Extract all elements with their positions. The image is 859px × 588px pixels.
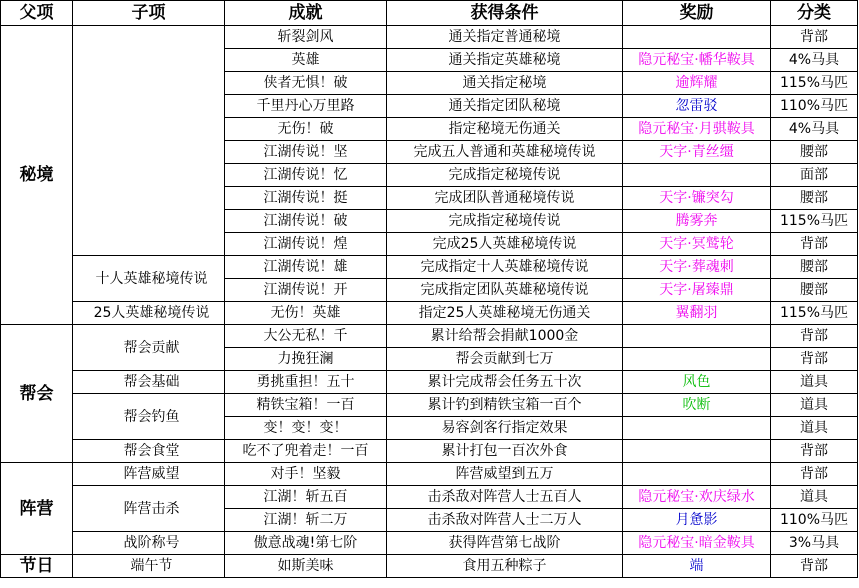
achievement-cell: 江湖！斩二万 bbox=[225, 509, 387, 532]
category-cell: 腰部 bbox=[771, 141, 858, 164]
achievement-cell: 斩裂剑风 bbox=[225, 26, 387, 49]
condition-cell: 阵营威望到五万 bbox=[387, 463, 623, 486]
achievement-cell: 大公无私！千 bbox=[225, 325, 387, 348]
achievement-cell: 勇挑重担！五十 bbox=[225, 371, 387, 394]
parent-cell: 阵营 bbox=[1, 463, 73, 555]
reward-cell: 逾辉耀 bbox=[623, 72, 771, 95]
table-row bbox=[1, 371, 858, 394]
category-cell: 4%马具 bbox=[771, 49, 858, 72]
condition-cell: 完成指定秘境传说 bbox=[387, 210, 623, 233]
condition-cell: 通关指定团队秘境 bbox=[387, 95, 623, 118]
condition-cell: 累计完成帮会任务五十次 bbox=[387, 371, 623, 394]
condition-cell: 完成指定团队英雄秘境传说 bbox=[387, 279, 623, 302]
subitem-cell bbox=[73, 26, 225, 256]
category-cell: 115%马匹 bbox=[771, 302, 858, 325]
achievement-cell: 如斯美味 bbox=[225, 555, 387, 578]
achievement-cell: 江湖传说！煌 bbox=[225, 233, 387, 256]
reward-cell: 吹断 bbox=[623, 394, 771, 417]
table-row bbox=[1, 532, 858, 555]
header-parent: 父项 bbox=[1, 1, 73, 26]
header-subitem: 子项 bbox=[73, 1, 225, 26]
reward-cell bbox=[623, 440, 771, 463]
reward-cell: 隐元秘宝·暗金鞍具 bbox=[623, 532, 771, 555]
achievement-cell: 变！变！变！ bbox=[225, 417, 387, 440]
condition-cell: 通关指定英雄秘境 bbox=[387, 49, 623, 72]
reward-cell: 天字·冥鹫轮 bbox=[623, 233, 771, 256]
condition-cell: 通关指定普通秘境 bbox=[387, 26, 623, 49]
category-cell: 腰部 bbox=[771, 256, 858, 279]
reward-cell bbox=[623, 325, 771, 348]
table-row bbox=[1, 486, 858, 509]
condition-cell: 帮会贡献到七万 bbox=[387, 348, 623, 371]
category-cell: 腰部 bbox=[771, 279, 858, 302]
achievement-cell: 千里丹心万里路 bbox=[225, 95, 387, 118]
achievement-cell: 对手！坚毅 bbox=[225, 463, 387, 486]
subitem-cell: 25人英雄秘境传说 bbox=[73, 302, 225, 325]
category-cell: 背部 bbox=[771, 440, 858, 463]
reward-cell bbox=[623, 348, 771, 371]
condition-cell: 击杀敌对阵营人士五百人 bbox=[387, 486, 623, 509]
reward-cell: 风色 bbox=[623, 371, 771, 394]
achievement-cell: 精铁宝箱！一百 bbox=[225, 394, 387, 417]
achievement-cell: 江湖传说！挺 bbox=[225, 187, 387, 210]
achievement-cell: 江湖！斩五百 bbox=[225, 486, 387, 509]
reward-cell: 忽雷驳 bbox=[623, 95, 771, 118]
category-cell: 道具 bbox=[771, 371, 858, 394]
category-cell: 面部 bbox=[771, 164, 858, 187]
parent-cell: 帮会 bbox=[1, 325, 73, 463]
table-row bbox=[1, 463, 858, 486]
reward-cell: 翼翻羽 bbox=[623, 302, 771, 325]
achievement-cell: 江湖传说！开 bbox=[225, 279, 387, 302]
category-cell: 3%马具 bbox=[771, 532, 858, 555]
condition-cell: 累计打包一百次外食 bbox=[387, 440, 623, 463]
category-cell: 背部 bbox=[771, 325, 858, 348]
condition-cell: 完成团队普通秘境传说 bbox=[387, 187, 623, 210]
condition-cell: 完成指定秘境传说 bbox=[387, 164, 623, 187]
condition-cell: 完成25人英雄秘境传说 bbox=[387, 233, 623, 256]
reward-cell: 端 bbox=[623, 555, 771, 578]
table-row bbox=[1, 302, 858, 325]
condition-cell: 指定25人英雄秘境无伤通关 bbox=[387, 302, 623, 325]
header-row bbox=[1, 1, 858, 26]
condition-cell: 易容剑客行指定效果 bbox=[387, 417, 623, 440]
achievement-cell: 傲意战魂!第七阶 bbox=[225, 532, 387, 555]
subitem-cell: 端午节 bbox=[73, 555, 225, 578]
subitem-cell: 帮会基础 bbox=[73, 371, 225, 394]
category-cell: 道具 bbox=[771, 394, 858, 417]
achievement-cell: 吃不了兜着走！一百 bbox=[225, 440, 387, 463]
category-cell: 背部 bbox=[771, 26, 858, 49]
subitem-cell: 战阶称号 bbox=[73, 532, 225, 555]
achievement-cell: 侠者无惧！破 bbox=[225, 72, 387, 95]
table-row bbox=[1, 325, 858, 348]
category-cell: 背部 bbox=[771, 463, 858, 486]
category-cell: 背部 bbox=[771, 233, 858, 256]
condition-cell: 食用五种粽子 bbox=[387, 555, 623, 578]
category-cell: 道具 bbox=[771, 486, 858, 509]
subitem-cell: 帮会贡献 bbox=[73, 325, 225, 371]
category-cell: 110%马匹 bbox=[771, 509, 858, 532]
header-category: 分类 bbox=[771, 1, 858, 26]
reward-cell: 月惫影 bbox=[623, 509, 771, 532]
condition-cell: 完成指定十人英雄秘境传说 bbox=[387, 256, 623, 279]
table-row bbox=[1, 394, 858, 417]
category-cell: 腰部 bbox=[771, 187, 858, 210]
table-row bbox=[1, 256, 858, 279]
achievement-cell: 江湖传说！破 bbox=[225, 210, 387, 233]
subitem-cell: 十人英雄秘境传说 bbox=[73, 256, 225, 302]
category-cell: 背部 bbox=[771, 555, 858, 578]
reward-cell: 天字·屠臻鼎 bbox=[623, 279, 771, 302]
reward-cell bbox=[623, 463, 771, 486]
table-row bbox=[1, 440, 858, 463]
category-cell: 115%马匹 bbox=[771, 210, 858, 233]
subitem-cell: 阵营击杀 bbox=[73, 486, 225, 532]
condition-cell: 通关指定秘境 bbox=[387, 72, 623, 95]
condition-cell: 指定秘境无伤通关 bbox=[387, 118, 623, 141]
header-reward: 奖励 bbox=[623, 1, 771, 26]
condition-cell: 累计钓到精铁宝箱一百个 bbox=[387, 394, 623, 417]
category-cell: 110%马匹 bbox=[771, 95, 858, 118]
reward-cell: 隐元秘宝·幡华鞍具 bbox=[623, 49, 771, 72]
header-achievement: 成就 bbox=[225, 1, 387, 26]
reward-cell bbox=[623, 417, 771, 440]
condition-cell: 累计给帮会捐献1000金 bbox=[387, 325, 623, 348]
table-row bbox=[1, 26, 858, 49]
subitem-cell: 阵营威望 bbox=[73, 463, 225, 486]
reward-cell: 天字·葬魂刺 bbox=[623, 256, 771, 279]
header-condition: 获得条件 bbox=[387, 1, 623, 26]
achievement-cell: 力挽狂澜 bbox=[225, 348, 387, 371]
achievement-cell: 江湖传说！坚 bbox=[225, 141, 387, 164]
parent-cell: 节日 bbox=[1, 555, 73, 578]
subitem-cell: 帮会食堂 bbox=[73, 440, 225, 463]
reward-cell bbox=[623, 26, 771, 49]
condition-cell: 获得阵营第七战阶 bbox=[387, 532, 623, 555]
reward-cell: 隐元秘宝·月骐鞍具 bbox=[623, 118, 771, 141]
achievement-cell: 英雄 bbox=[225, 49, 387, 72]
achievement-cell: 江湖传说！忆 bbox=[225, 164, 387, 187]
category-cell: 道具 bbox=[771, 417, 858, 440]
reward-cell: 腾雾奔 bbox=[623, 210, 771, 233]
condition-cell: 完成五人普通和英雄秘境传说 bbox=[387, 141, 623, 164]
achievement-cell: 江湖传说！雄 bbox=[225, 256, 387, 279]
table-body bbox=[1, 26, 858, 578]
reward-cell: 隐元秘宝·欢庆绿水 bbox=[623, 486, 771, 509]
category-cell: 115%马匹 bbox=[771, 72, 858, 95]
reward-cell: 天字·镰突勾 bbox=[623, 187, 771, 210]
condition-cell: 击杀敌对阵营人士二万人 bbox=[387, 509, 623, 532]
table-row bbox=[1, 555, 858, 578]
subitem-cell: 帮会钓鱼 bbox=[73, 394, 225, 440]
achievement-cell: 无伤！破 bbox=[225, 118, 387, 141]
category-cell: 4%马具 bbox=[771, 118, 858, 141]
reward-cell bbox=[623, 164, 771, 187]
achievement-cell: 无伤！英雄 bbox=[225, 302, 387, 325]
reward-cell: 天字·青丝缰 bbox=[623, 141, 771, 164]
category-cell: 背部 bbox=[771, 348, 858, 371]
parent-cell: 秘境 bbox=[1, 26, 73, 325]
